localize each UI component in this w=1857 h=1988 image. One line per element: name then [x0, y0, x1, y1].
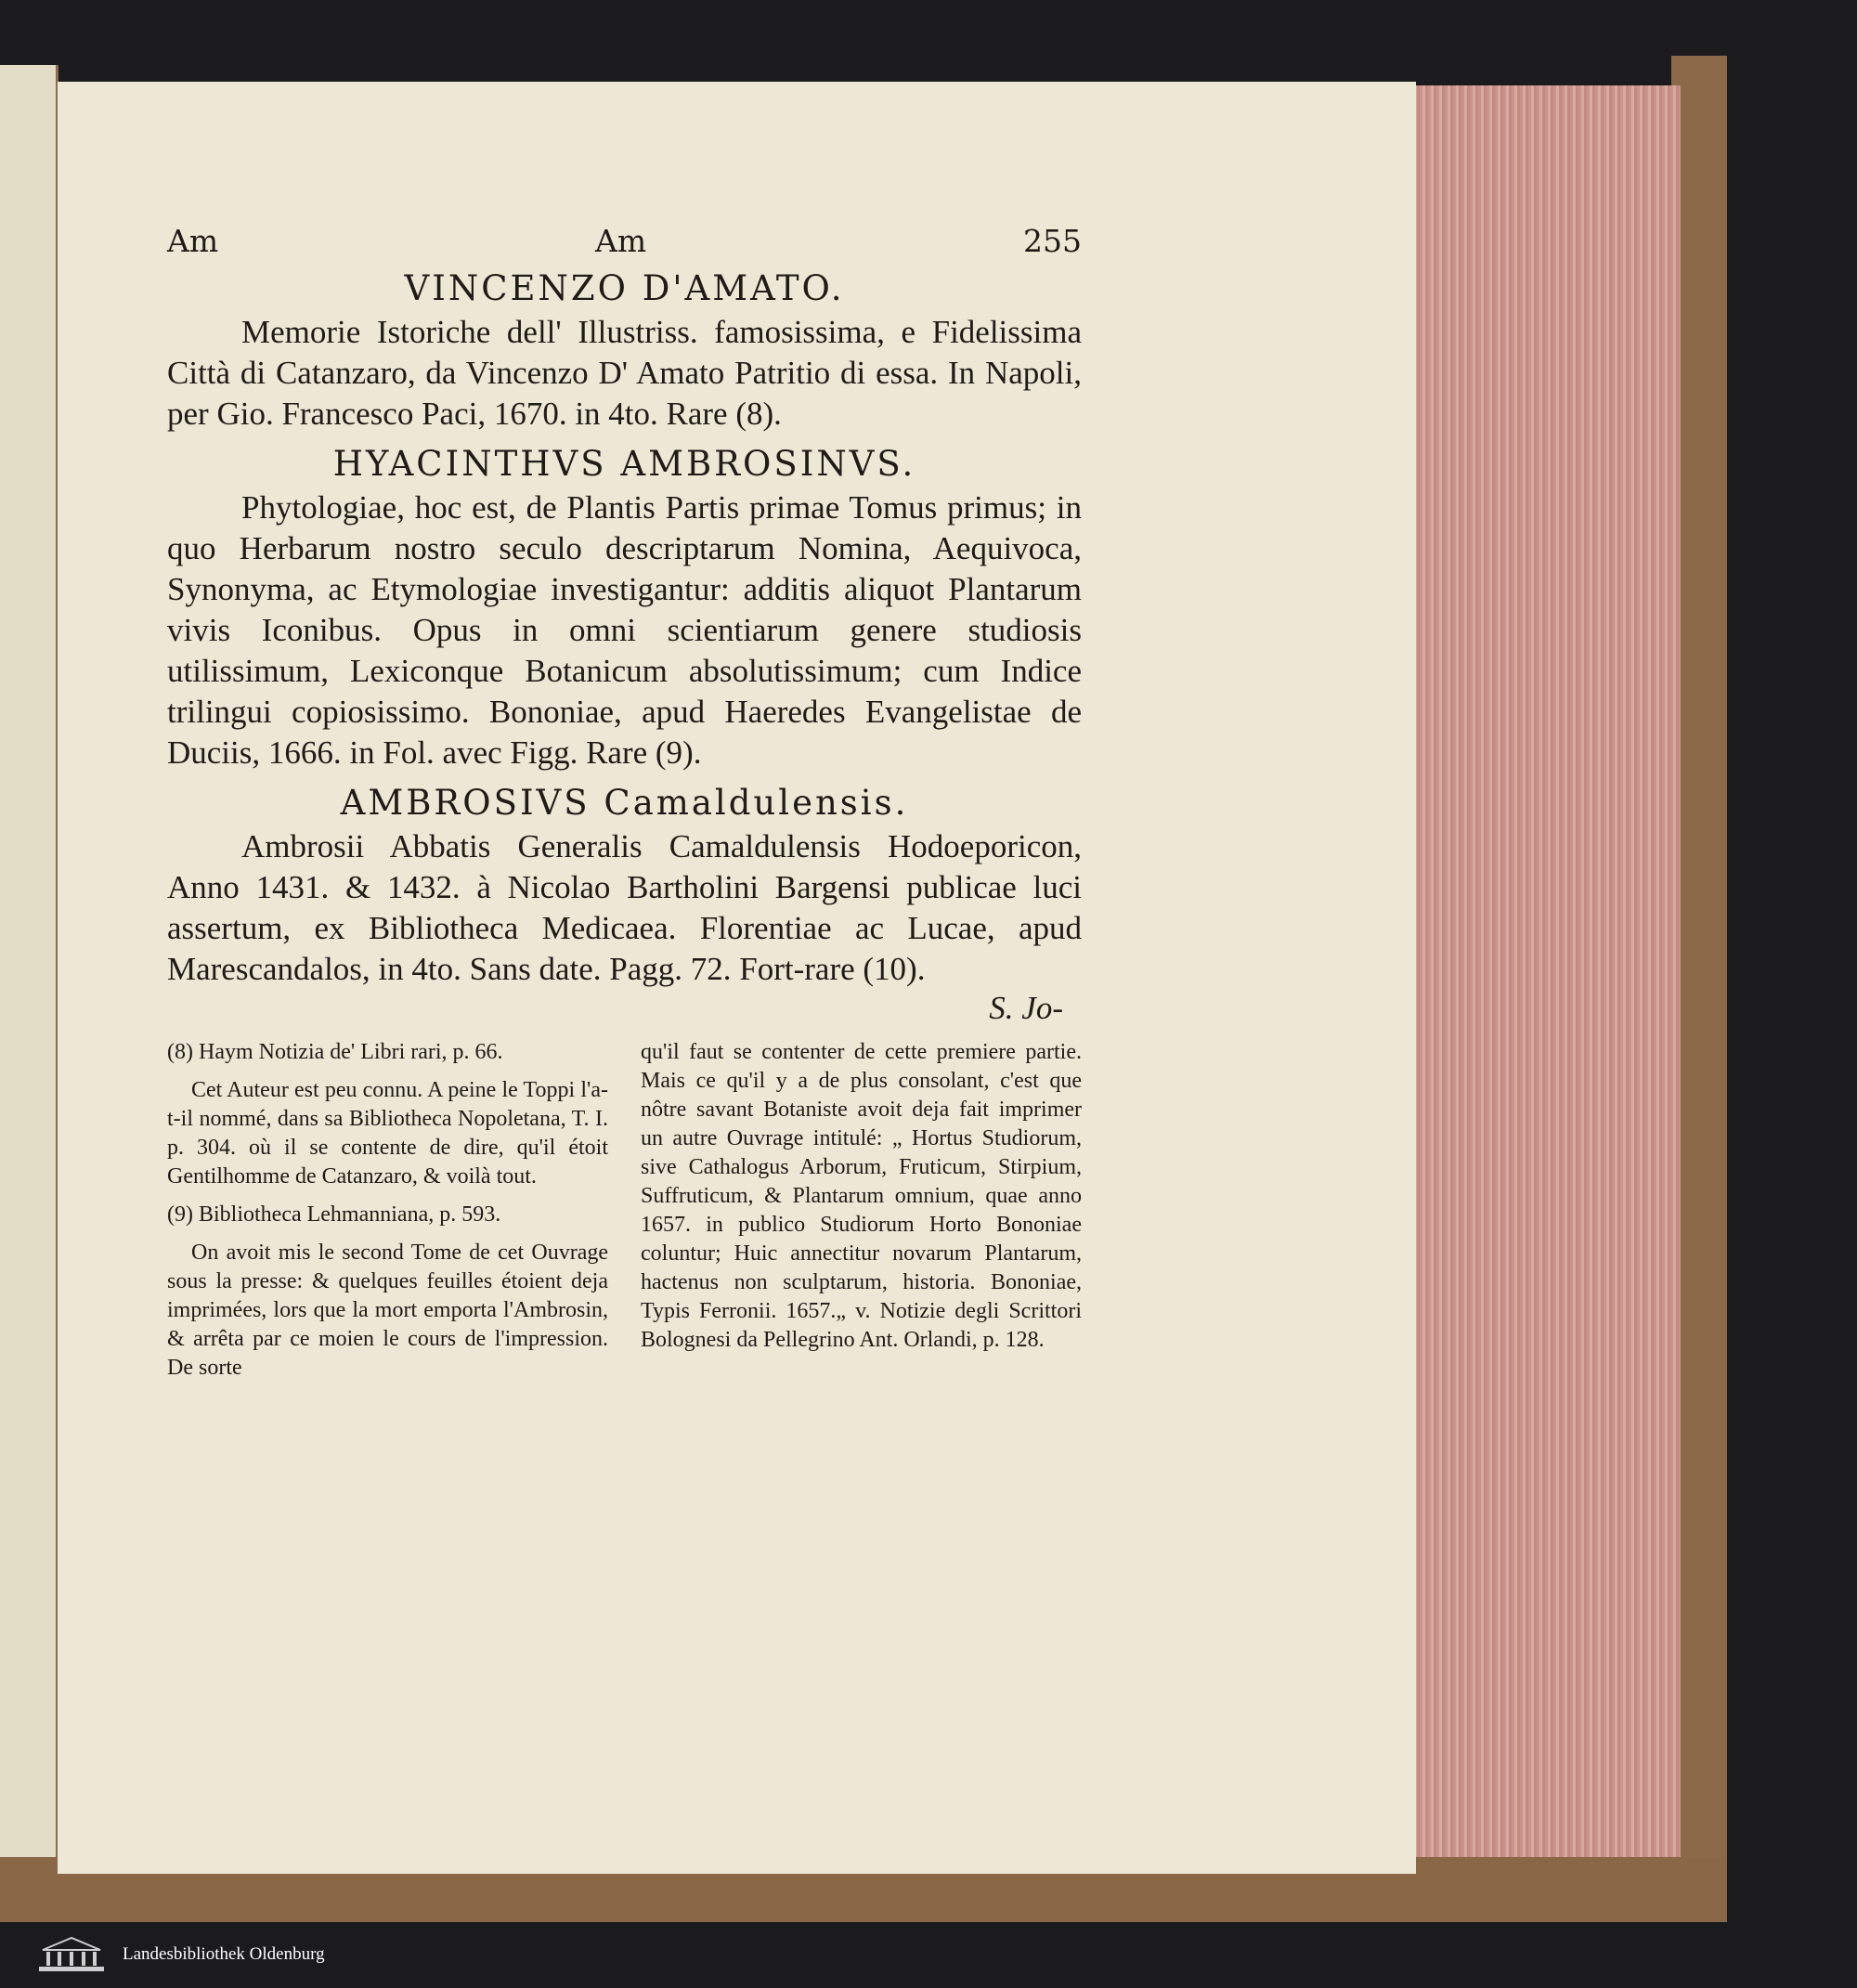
footer-bar: [0, 1922, 1857, 1988]
footnote: On avoit mis le second Tome de cet Ouvrage sous la presse: & quelques feuilles étoient deja imprimées, lors que la mort emporta l'Ambrosin, & arrêta par ce moien le cours de l'impression. De sorte: [167, 1241, 608, 1380]
footnote: (9) Bibliotheca Lehmanniana, p. 593.: [167, 1202, 501, 1227]
footnotes: [167, 1038, 1082, 1392]
footnote: (8) Haym Notizia de' Libri rari, p. 66.: [167, 1040, 503, 1064]
entry-title: HYACINTHVS AMBROSINVS.: [332, 444, 916, 484]
footnote-column-right: [641, 1038, 1082, 1392]
header-center: Am: [595, 223, 647, 259]
entry-title: VINCENZO D'AMATO.: [404, 268, 845, 308]
footnote-column-left: [167, 1038, 608, 1392]
library-name: Landesbibliothek Oldenburg: [123, 1944, 325, 1964]
catchword: S. Jo-: [989, 990, 1063, 1026]
entry-title: AMBROSIVS Camaldulensis.: [340, 783, 909, 823]
page-text: [167, 223, 1082, 1392]
page-number: 255: [1023, 223, 1082, 259]
entry-body: Ambrosii Abbatis Generalis Camaldulensis Hodoeporicon, Anno 1431. & 1432. à Nicolao Bartholini Bargensi publicae luci assertum, ex Bibliotheca Medicaea. Florentiae ac Lucae, apud Marescandalos, in 4to. Sans date. Pagg. 72. Fort-rare (10).: [167, 828, 1082, 987]
footnote: Cet Auteur est peu connu. A peine le Toppi l'a-t-il nommé, dans sa Bibliotheca Nopoletana, T. I. p. 304. où il se contente de dire, qu'il étoit Gentilhomme de Catanzaro, & voilà tout.: [167, 1078, 608, 1189]
library-logo-icon: [37, 1935, 106, 1974]
header-left: Am: [167, 223, 219, 259]
running-header: [167, 223, 1082, 259]
facing-page: [0, 65, 58, 1866]
entry-body: Phytologiae, hoc est, de Plantis Partis primae Tomus primus; in quo Herbarum nostro seculo descriptarum Nomina, Aequivoca, Synonyma, ac Etymologiae investigantur: additis aliquot Plantarum vivis Iconibus. Opus in omni scientiarum genere studiosis utilissimum, Lexiconque Botanicum absolutissimum; cum Indice trilingui copiosissimo. Bononiae, apud Haeredes Evangelistae de Duciis, 1666. in Fol. avec Figg. Rare (9).: [167, 489, 1082, 771]
footnote: qu'il faut se contenter de cette premiere partie. Mais ce qu'il y a de plus consolant, c'est que nôtre savant Botaniste avoit deja fait imprimer un autre Ouvrage intitulé: „ Hortus Studiorum, sive Cathalogus Arborum, Fruticum, Stirpium, Suffruticum, & Plantarum omnium, quae anno 1657. in publico Studiorum Horto Bononiae coluntur; Huic annectitur novarum Plantarum, hactenus non sculptarum, historia. Bononiae, Typis Ferronii. 1657.„ v. Notizie degli Scrittori Bolognesi da Pellegrino Ant. Orlandi, p. 128.: [641, 1040, 1082, 1352]
entry-body: Memorie Istoriche dell' Illustriss. famosissima, e Fidelissima Città di Catanzaro, da Vincenzo D' Amato Patritio di essa. In Napoli, per Gio. Francesco Paci, 1670. in 4to. Rare (8).: [167, 314, 1082, 432]
book-fore-edge: [1411, 85, 1681, 1887]
